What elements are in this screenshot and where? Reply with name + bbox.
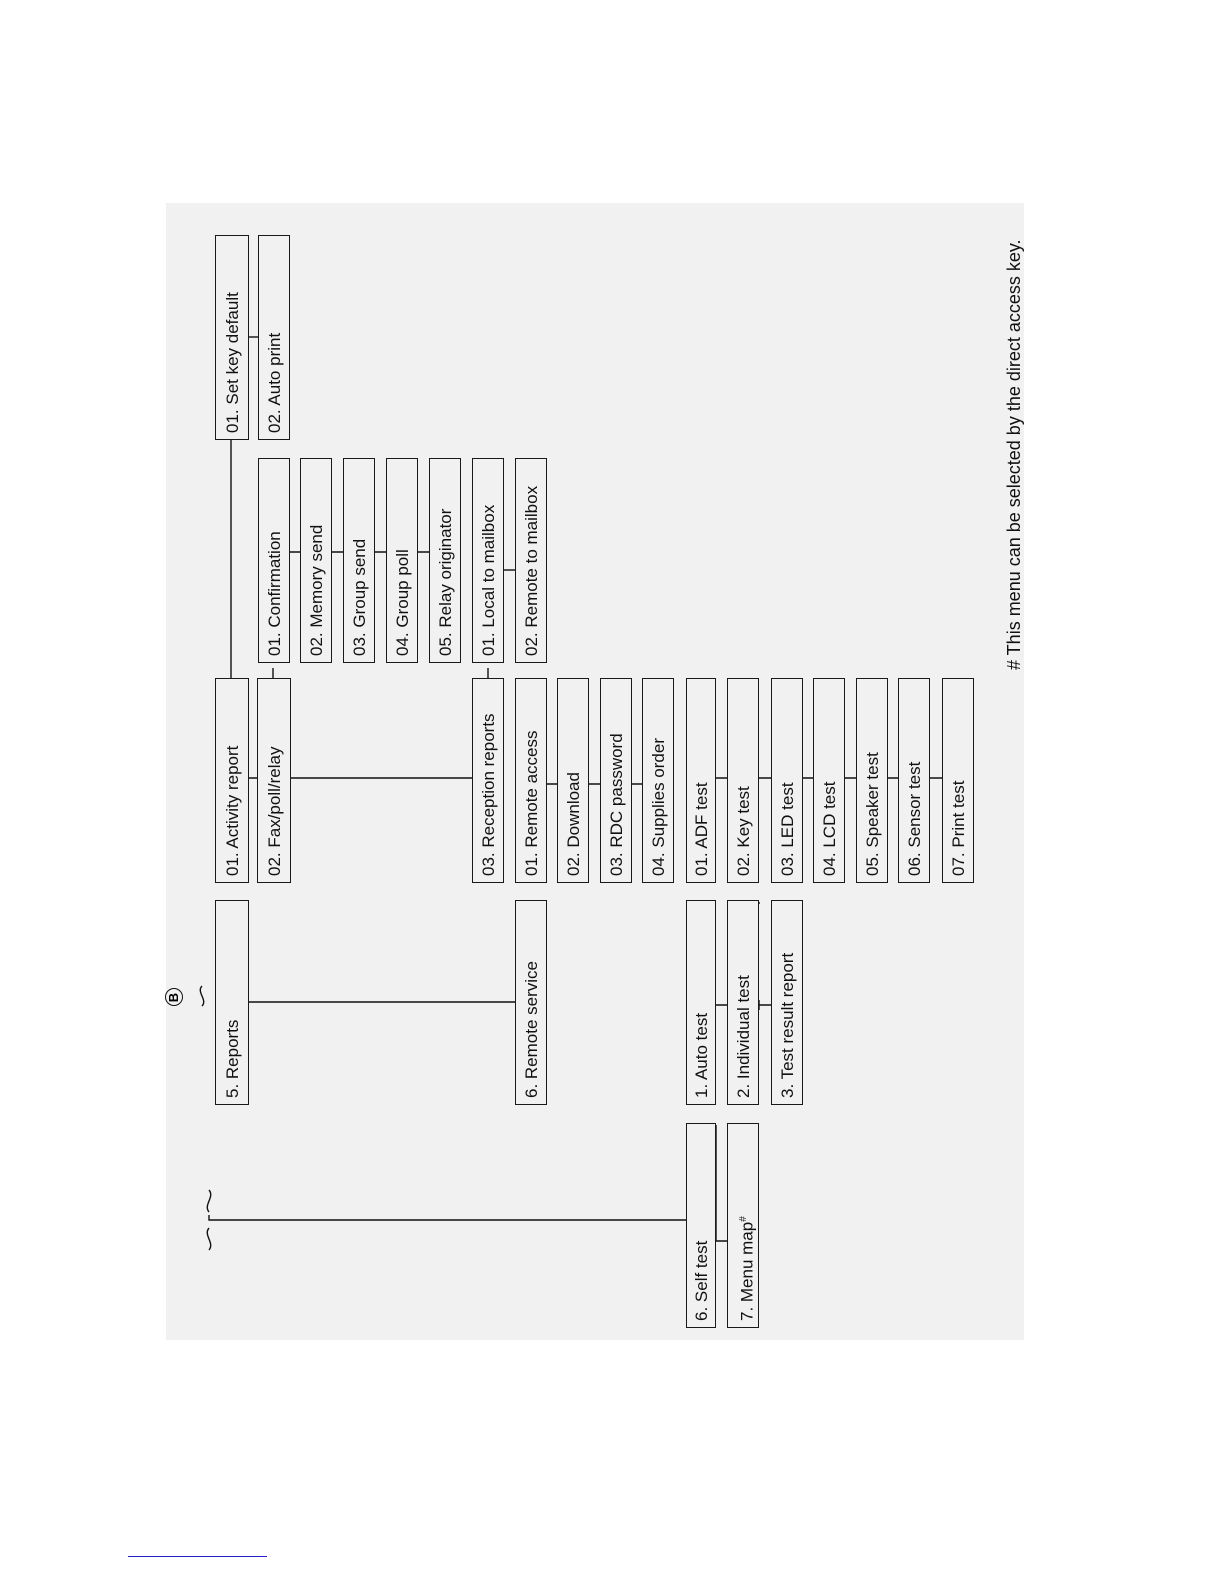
menu-item-speaker-test[interactable] — [856, 678, 888, 883]
menu-map-text: 7. Menu map — [737, 1221, 757, 1321]
menu-item-label: 3. Test result report — [778, 952, 797, 1098]
menu-item-label: 04. LCD test — [820, 781, 839, 876]
menu-item-label: 01. Local to mailbox — [479, 504, 498, 656]
menu-item-label: 5. Reports — [223, 1019, 242, 1098]
menu-item-relay-originator[interactable] — [429, 458, 461, 663]
menu-item-auto-print[interactable] — [258, 235, 290, 440]
menu-item-self-test[interactable] — [686, 1123, 716, 1328]
menu-item-activity-report[interactable] — [215, 678, 249, 883]
menu-item-adf-test[interactable] — [686, 678, 716, 883]
footer-rule — [128, 1556, 267, 1557]
menu-item-rdc-password[interactable] — [600, 678, 632, 883]
menu-item-remote-access[interactable] — [515, 678, 547, 883]
menu-item-label: 02. Key test — [734, 786, 753, 876]
menu-item-group-send[interactable] — [343, 458, 375, 663]
wave-mark — [200, 986, 203, 1006]
menu-item-label: 02. Memory send — [307, 524, 326, 656]
menu-item-label: 02. Auto print — [265, 332, 284, 433]
menu-item-label: 04. Group poll — [393, 549, 412, 656]
menu-item-label: 02. Fax/poll/relay — [265, 746, 284, 876]
connector-line — [209, 1215, 686, 1220]
menu-item-label: 01. ADF test — [692, 782, 711, 876]
menu-item-auto-test[interactable] — [686, 900, 716, 1105]
menu-item-label — [734, 1216, 758, 1321]
menu-item-individual-test[interactable] — [727, 900, 759, 1105]
footnote: # This menu can be selected by the direct access key. — [1004, 239, 1024, 670]
menu-item-label: 03. Group send — [350, 538, 369, 656]
menu-item-label: 02. Download — [564, 772, 583, 876]
menu-item-label: 07. Print test — [949, 780, 968, 876]
menu-item-print-test[interactable] — [942, 678, 974, 883]
direct-access-mark: # — [738, 1216, 749, 1222]
menu-item-group-poll[interactable] — [386, 458, 418, 663]
menu-item-memory-send[interactable] — [300, 458, 332, 663]
menu-item-supplies-order[interactable] — [642, 678, 674, 883]
menu-item-remote-service[interactable] — [515, 900, 547, 1105]
connector-marker-b — [165, 988, 183, 1006]
menu-item-sensor-test[interactable] — [898, 678, 930, 883]
menu-item-label: 01. Confirmation — [265, 531, 284, 656]
menu-item-label: 05. Speaker test — [863, 752, 882, 876]
menu-item-label: 04. Supplies order — [649, 738, 668, 876]
menu-item-led-test[interactable] — [771, 678, 803, 883]
menu-item-label: 05. Relay originator — [436, 508, 455, 656]
menu-item-key-test[interactable] — [727, 678, 759, 883]
menu-item-test-result-report[interactable] — [771, 900, 803, 1105]
wave-mark — [207, 1190, 210, 1212]
menu-item-label: 06. Sensor test — [905, 761, 924, 876]
menu-item-reception-reports[interactable] — [472, 678, 504, 883]
menu-item-fax-poll-relay[interactable] — [257, 678, 291, 883]
menu-item-download[interactable] — [557, 678, 589, 883]
menu-item-label: 1. Auto test — [692, 1012, 711, 1098]
menu-item-label: 03. LED test — [778, 782, 797, 876]
connector-line — [716, 1125, 727, 1241]
menu-item-remote-to-mailbox[interactable] — [515, 458, 547, 663]
menu-item-label: 03. RDC password — [607, 733, 626, 876]
wave-mark — [207, 1228, 210, 1250]
menu-item-confirmation[interactable] — [258, 458, 290, 663]
menu-item-label: 6. Remote service — [522, 961, 541, 1098]
menu-item-label: 01. Activity report — [223, 745, 242, 876]
menu-item-label: 01. Remote access — [522, 730, 541, 876]
menu-item-set-key-default[interactable] — [215, 235, 249, 440]
connector-marker-label: B — [166, 992, 182, 1002]
menu-item-local-to-mailbox[interactable] — [472, 458, 504, 663]
menu-item-reports[interactable] — [215, 900, 249, 1105]
menu-item-label: 6. Self test — [692, 1240, 711, 1321]
menu-item-label: 03. Reception reports — [479, 713, 498, 876]
menu-item-label: 02. Remote to mailbox — [522, 485, 541, 656]
menu-item-label: 2. Individual test — [734, 975, 753, 1098]
menu-item-menu-map[interactable] — [727, 1123, 759, 1328]
menu-item-lcd-test[interactable] — [813, 678, 845, 883]
menu-item-label: 01. Set key default — [223, 292, 242, 433]
